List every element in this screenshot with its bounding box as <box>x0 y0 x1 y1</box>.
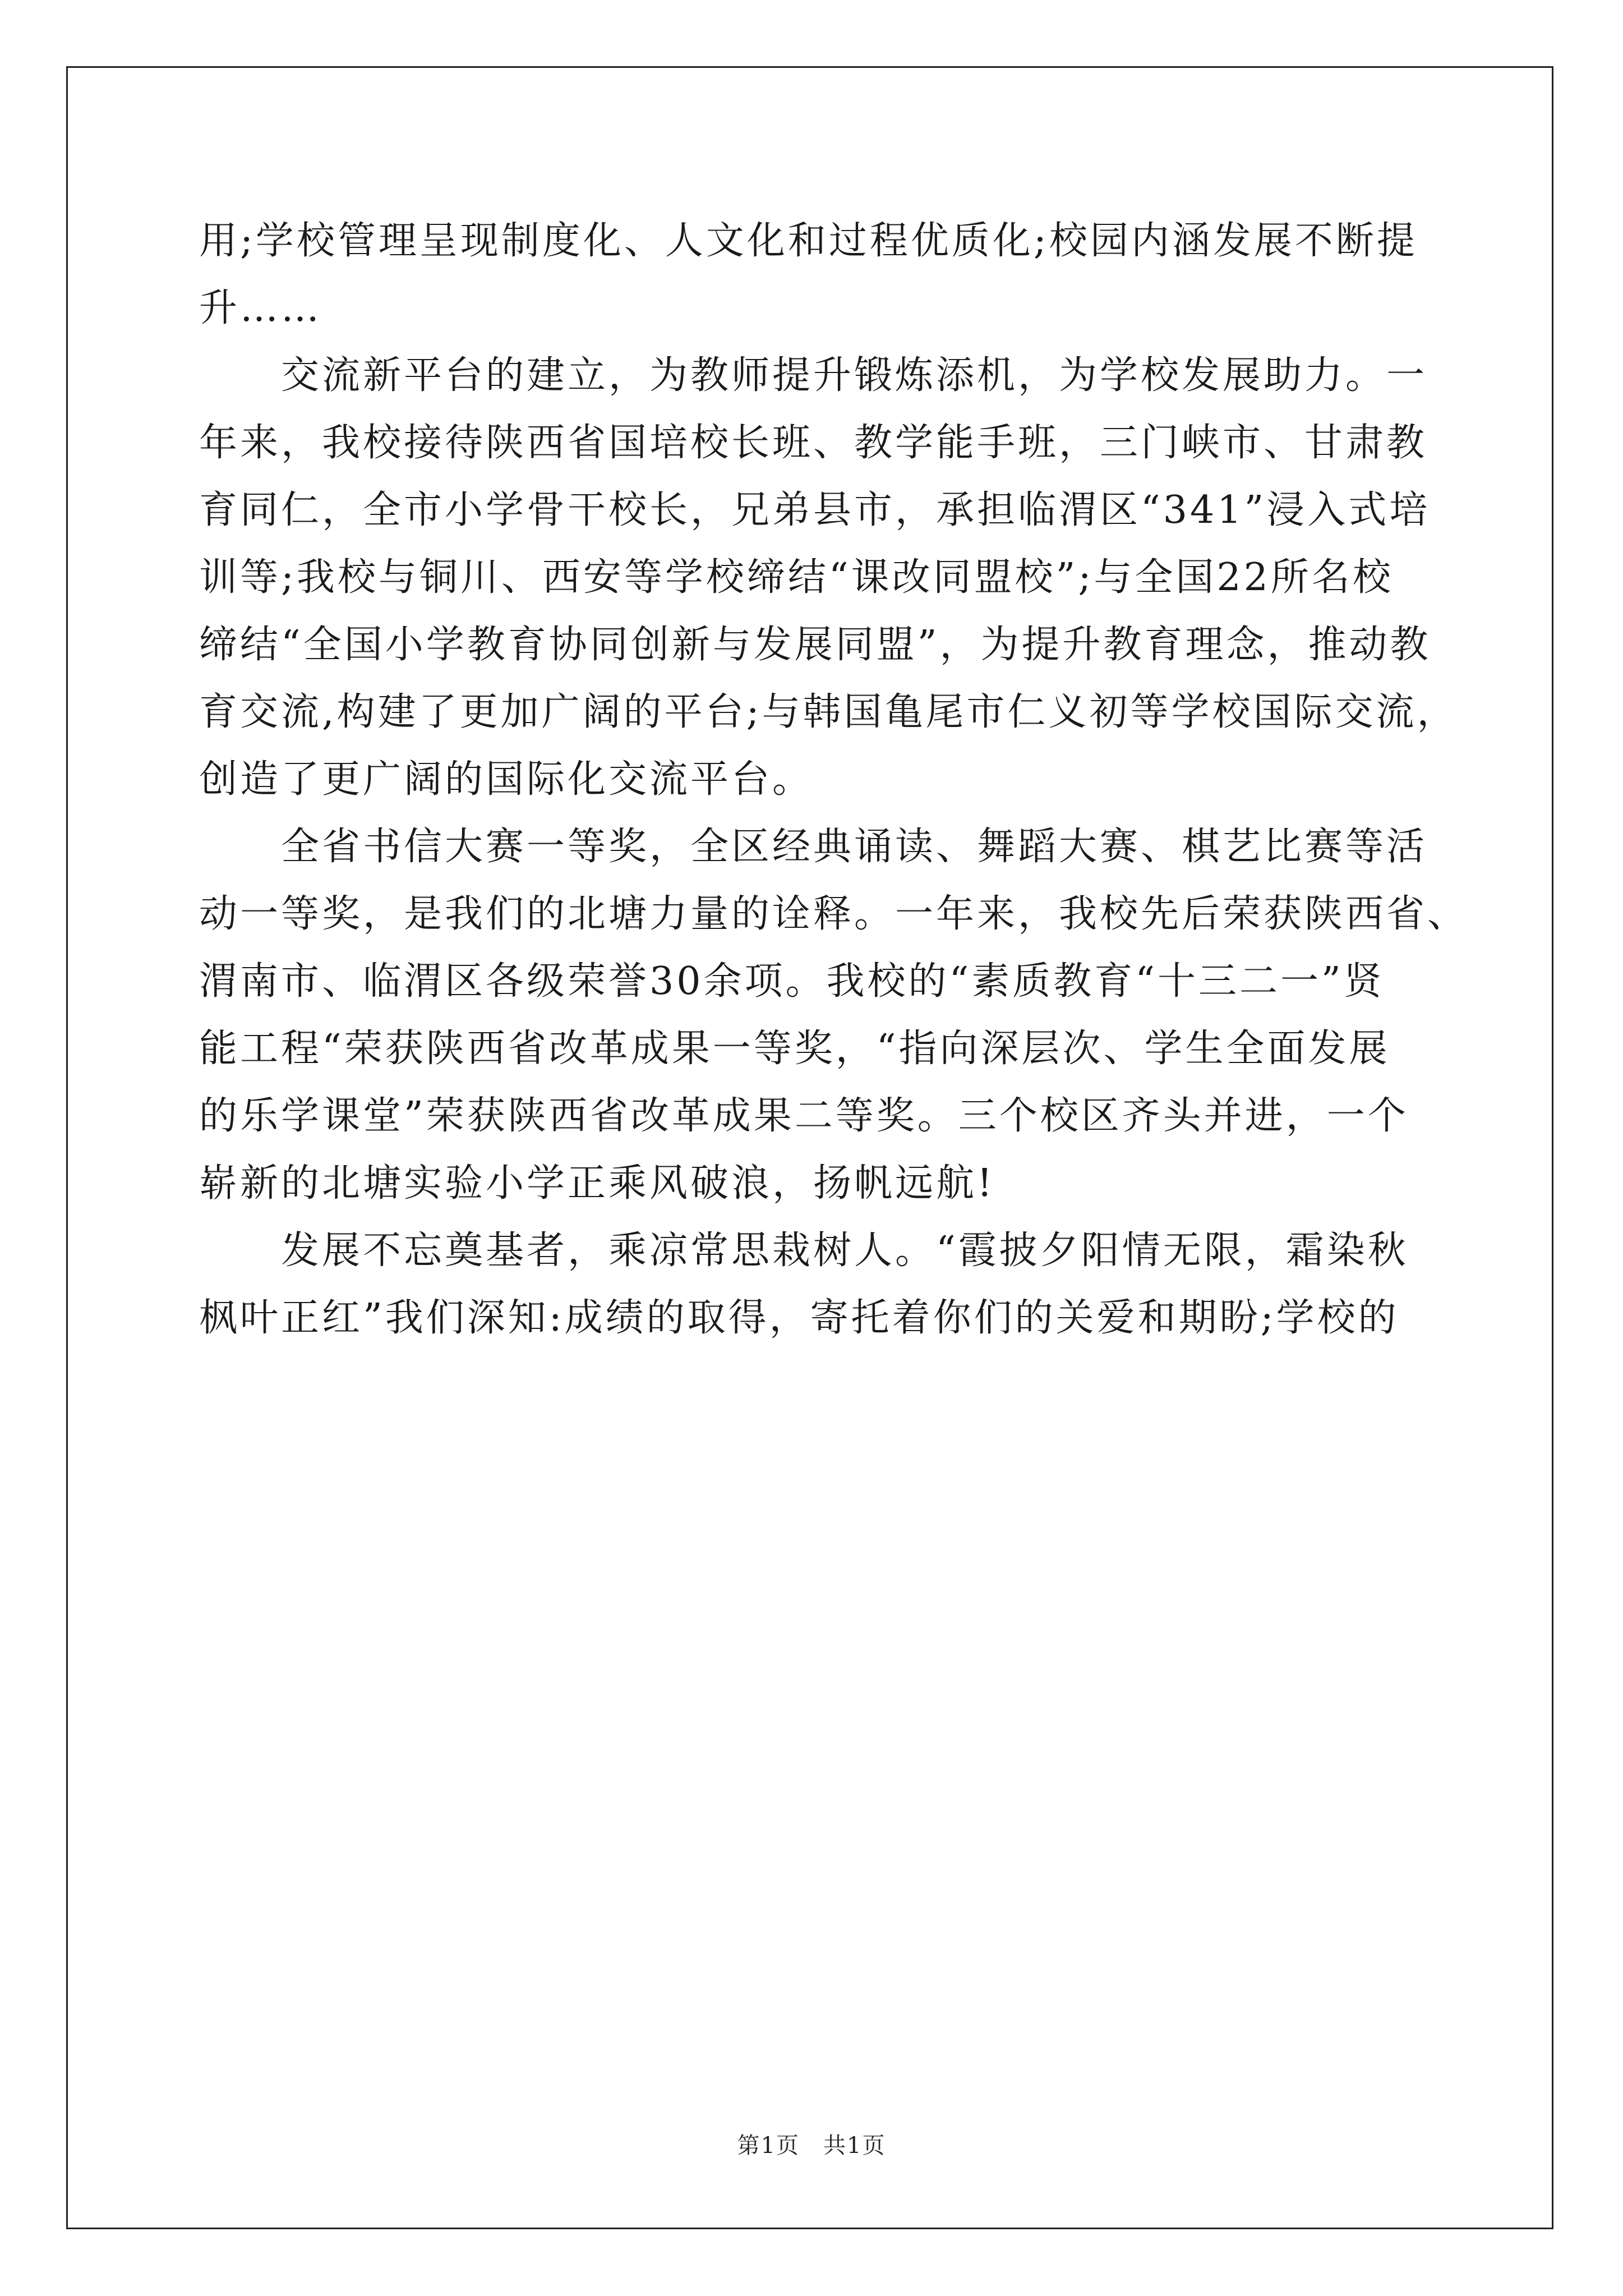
text-line: 缔结“全国小学教育协同创新与发展同盟”，为提升教育理念，推动教 <box>199 623 1431 667</box>
text-line: 育交流,构建了更加广阔的平台;与韩国亀尾市仁义初等学校国际交流， <box>199 690 1458 734</box>
page-footer: 第1页 共1页 <box>737 2133 886 2159</box>
paragraph <box>199 208 1433 342</box>
paragraph <box>199 813 1469 1217</box>
text-line: 动一等奖，是我们的北塘力量的诠释。一年来，我校先后荣获陕西省、 <box>199 892 1469 936</box>
paragraph <box>199 342 1458 813</box>
text-line: 育同仁，全市小学骨干校长，兄弟县市，承担临渭区“341”浸入式培 <box>199 488 1431 532</box>
text-line: 年来，我校接待陕西省国培校长班、教学能手班，三门峡市、甘肃教 <box>199 421 1428 465</box>
text-line: 能工程“荣获陕西省改革成果一等奖，“指向深层次、学生全面发展 <box>199 1027 1390 1071</box>
text-line: 的乐学课堂”荣获陕西省改革成果二等奖。三个校区齐头并进，一个 <box>199 1094 1409 1138</box>
text-line: 崭新的北塘实验小学正乘风破浪，扬帆远航! <box>199 1161 995 1205</box>
text-line: 训等;我校与铜川、西安等学校缔结“课改同盟校”;与全国22所名校 <box>199 555 1394 600</box>
text-line: 全省书信大赛一等奖，全区经典诵读、舞蹈大赛、棋艺比赛等活 <box>199 825 1428 869</box>
text-line: 创造了更广阔的国际化交流平台。 <box>199 757 814 802</box>
text-line: 升…… <box>199 286 322 330</box>
text-line: 用;学校管理呈现制度化、人文化和过程优质化;校园内涵发展不断提 <box>199 219 1418 263</box>
paragraph <box>199 1217 1433 1352</box>
text-line: 交流新平台的建立，为教师提升锻炼添机，为学校发展助力。一 <box>199 353 1428 398</box>
text-line: 枫叶正红”我们深知:成绩的取得，寄托着你们的关爱和期盼;学校的 <box>199 1296 1399 1340</box>
text-line: 渭南市、临渭区各级荣誉30余项。我校的“素质教育“十三二一”贤 <box>199 959 1385 1004</box>
document-body <box>199 208 1469 1352</box>
text-line: 发展不忘奠基者，乘凉常思栽树人。“霞披夕阳情无限，霜染秋 <box>199 1228 1409 1273</box>
